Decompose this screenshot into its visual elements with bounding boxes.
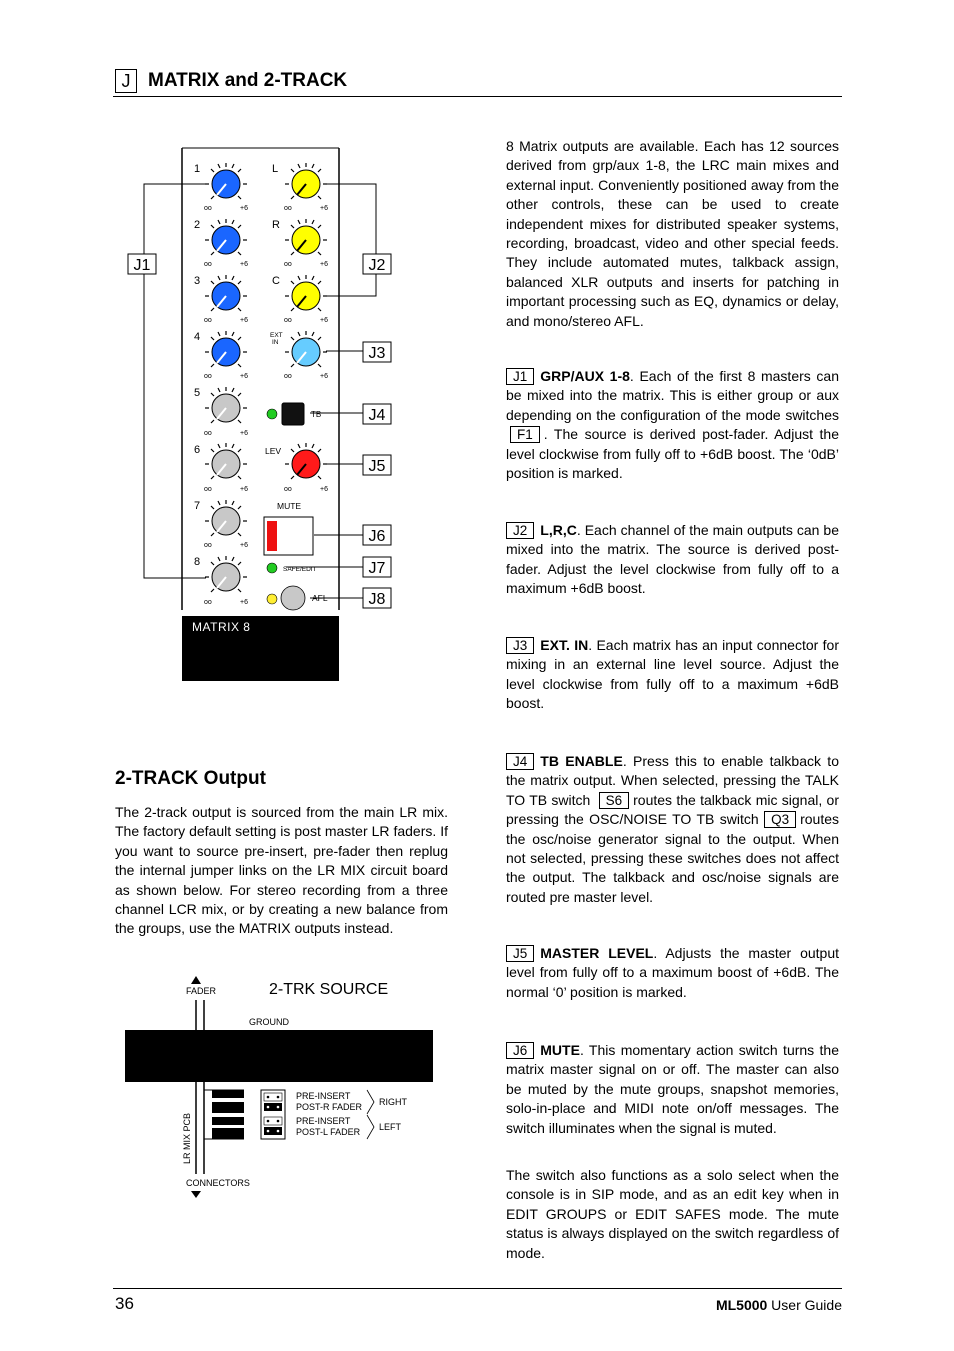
knob-min: oo [284,486,292,493]
arrow-up-icon [191,976,201,984]
knob-min: oo [284,261,292,268]
item-j3 [506,636,839,714]
callout-j7: J7 [368,560,386,577]
item-j2-title: L,R,C [540,522,577,538]
knob-min: oo [284,373,292,380]
knob-6 [205,443,247,479]
product-name: ML5000 [715,1297,768,1313]
two-trk-source-diagram [120,972,440,1204]
pre-insert-label: PRE-INSERT [296,1091,351,1101]
label-ext: EXT [270,332,283,339]
knob-min: oo [204,542,212,549]
item-j3-text: . Each matrix has an input connector for mixing in an external line level source. Adjust the level clockwise from fully off to a maximum +6dB boost. [506,637,839,712]
matrix-panel-diagram [120,140,410,690]
knob-max: +6 [240,317,248,324]
knob-number: 3 [194,275,201,287]
item-j4-text: . Press this to enable talkback to the matrix output. When selected, pressing the TALK TO TB switch [506,753,839,808]
item-j6-extra: The switch also functions as a solo select when the console is in SIP mode, and as an edit key when in EDIT GROUPS or EDIT SAFES mode. The mute status is always displayed on the switch regardless of mode. [506,1167,839,1261]
right-label: RIGHT [379,1097,407,1107]
knob-number: 6 [194,444,201,456]
tb-led-icon [267,409,277,419]
knob-max: +6 [240,430,248,437]
knob-max: +6 [240,486,248,493]
label-l: L [272,163,279,175]
pre-insert-label: PRE-INSERT [296,1116,351,1126]
knob-l [285,163,327,199]
callout-j5: J5 [368,458,386,475]
post-l-fader-label: POST-L FADER [296,1127,361,1137]
knob-min: oo [204,373,212,380]
knob-number: 5 [194,387,201,399]
ref-s6: S6 [599,792,630,809]
afl-label: AFL [312,593,328,603]
callout-j1: J1 [133,257,151,274]
item-j1-text-2: . The source is derived post-fader. Adjust the level clockwise from fully off to +6dB boost. The ‘0dB’ position is marked. [506,426,839,482]
callout-j6: J6 [368,528,386,545]
tb-label: TB [311,410,322,419]
callout-j4: J4 [368,407,386,424]
tag-j2: J2 [506,522,534,539]
knob-number: 8 [194,556,201,568]
item-j4-title: TB ENABLE [540,753,623,769]
knob-max: +6 [320,373,328,380]
tag-j6: J6 [506,1042,534,1059]
knob-r [285,219,327,255]
afl-button[interactable] [281,586,305,610]
header-rule [113,96,842,97]
two-track-body: The 2-track output is sourced from the main LR mix. The factory default setting is post master LR faders. If you want to source pre-insert, pre-fader then replug the internal jumper links on the LR MIX circuit board as shown below. For stereo recording from a three channel LCR mix, or by creating a new balance from the groups, use the MATRIX outputs instead. [115,804,448,937]
knob-number: 1 [194,163,201,175]
lr-mix-pcb-label: LR MIX PCB [182,1112,192,1164]
ref-f1: F1 [510,426,540,443]
item-j2 [506,521,839,599]
tag-j5: J5 [506,945,534,962]
item-j4 [506,752,839,907]
knob-max: +6 [320,261,328,268]
knob-max: +6 [240,205,248,212]
ground-label: GROUND [249,1017,289,1027]
safe-edit-label: SAFE/EDIT [283,566,317,573]
mute-label: MUTE [277,501,302,511]
label-lev: LEV [265,446,282,456]
item-j1 [506,367,839,483]
knob-max: +6 [240,261,248,268]
item-j5-title: MASTER LEVEL [540,945,654,961]
knob-ext-in [285,331,327,367]
item-j4-text-2: routes the talkback mic signal, or pressing the OSC/NOISE TO TB switch [506,791,839,828]
arrow-down-icon [191,1191,201,1198]
knob-min: oo [204,430,212,437]
intro-paragraph: 8 Matrix outputs are available. Each has 12 sources derived from grp/aux 1-8, the LRC main mixes and external input. Conveniently positioned away from the other controls, these can be used to create independent mixes for distributed speaker systems, recording, broadcast, video and other special feeds. They include automated mutes, talkback assign, balanced XLR outputs and inserts for patching in important processing such as EQ, dynamics or delay, and mono/stereo AFL. [506,138,839,329]
item-j4-text-3: routes the osc/noise generator signal to the output. When not selected, pressing these switches does not affect the output. The talkback and osc/noise signals are routed pre master level. [506,811,839,905]
knob-5 [205,387,247,423]
knob-min: oo [204,486,212,493]
item-j6 [506,1041,839,1138]
knob-number: 4 [194,331,201,343]
knob-min: oo [284,205,292,212]
tb-enable-button[interactable] [282,403,304,425]
knob-2 [205,219,247,255]
post-r-fader-label: POST-R FADER [296,1102,363,1112]
knob-min: oo [204,599,212,606]
left-label: LEFT [379,1122,402,1132]
knob-max: +6 [320,486,328,493]
page-number: 36 [115,1294,134,1313]
section-letter-box: J [115,69,137,93]
knob-max: +6 [240,373,248,380]
matrix-label: MATRIX 8 [192,620,251,634]
fader-label: FADER [186,986,217,996]
knob-4 [205,331,247,367]
label-r: R [272,219,280,231]
ground-bar [125,1030,433,1082]
item-j3-title: EXT. IN [540,637,589,653]
mute-indicator [267,521,277,551]
label-c: C [272,275,280,287]
guide-label: User Guide [767,1297,842,1313]
knob-min: oo [204,205,212,212]
callout-j3: J3 [368,345,386,362]
connectors-label: CONNECTORS [186,1178,250,1188]
item-j6-title: MUTE [540,1042,580,1058]
knob-max: +6 [320,205,328,212]
afl-led-icon [267,594,277,604]
item-j5-text: . Adjusts the master output level from fully off to a maximum boost of +6dB. The normal ‘0’ position is marked. [506,945,839,1000]
section-title: MATRIX and 2-TRACK [148,70,348,91]
callout-j2: J2 [368,257,386,274]
footer-title [716,1297,842,1313]
knob-master-level [285,443,327,479]
label-in: IN [272,339,279,346]
knob-min: oo [204,261,212,268]
item-j1-text: . Each of the first 8 masters can be mixed into the matrix. This is either group or aux depending on the configuration of the mode switches [506,368,839,423]
safe-edit-led-icon [267,563,277,573]
knob-min: oo [204,317,212,324]
knob-number: 2 [194,219,201,231]
tag-j1: J1 [506,368,534,385]
item-j2-text: . Each channel of the main outputs can be mixed into the matrix. The source is derived post-fader. Adjust the level clockwise from fully off to a maximum +6dB boost. [506,522,839,597]
knob-c [285,275,327,311]
ref-q3: Q3 [764,811,796,828]
knob-max: +6 [240,599,248,606]
knob-1 [205,163,247,199]
callout-j8: J8 [368,591,386,608]
tag-j3: J3 [506,637,534,654]
item-j6-text: . This momentary action switch turns the matrix master signal on or off. The master can also be muted by the mute groups, snapshot memories, solo-in-place and MIDI note on/off messages. The switch illuminates when the signal is muted. [506,1042,839,1136]
knob-7 [205,500,247,536]
item-j5 [506,944,839,1002]
knob-8 [205,556,247,592]
knob-max: +6 [320,317,328,324]
knob-min: oo [284,317,292,324]
tag-j4: J4 [506,753,534,770]
two-trk-source-title: 2-TRK SOURCE [269,981,389,998]
two-track-title: 2-TRACK Output [115,768,266,789]
footer-rule [113,1288,842,1289]
knob-number: 7 [194,500,201,512]
item-j1-title: GRP/AUX 1-8 [540,368,630,384]
knob-3 [205,275,247,311]
knob-max: +6 [240,542,248,549]
